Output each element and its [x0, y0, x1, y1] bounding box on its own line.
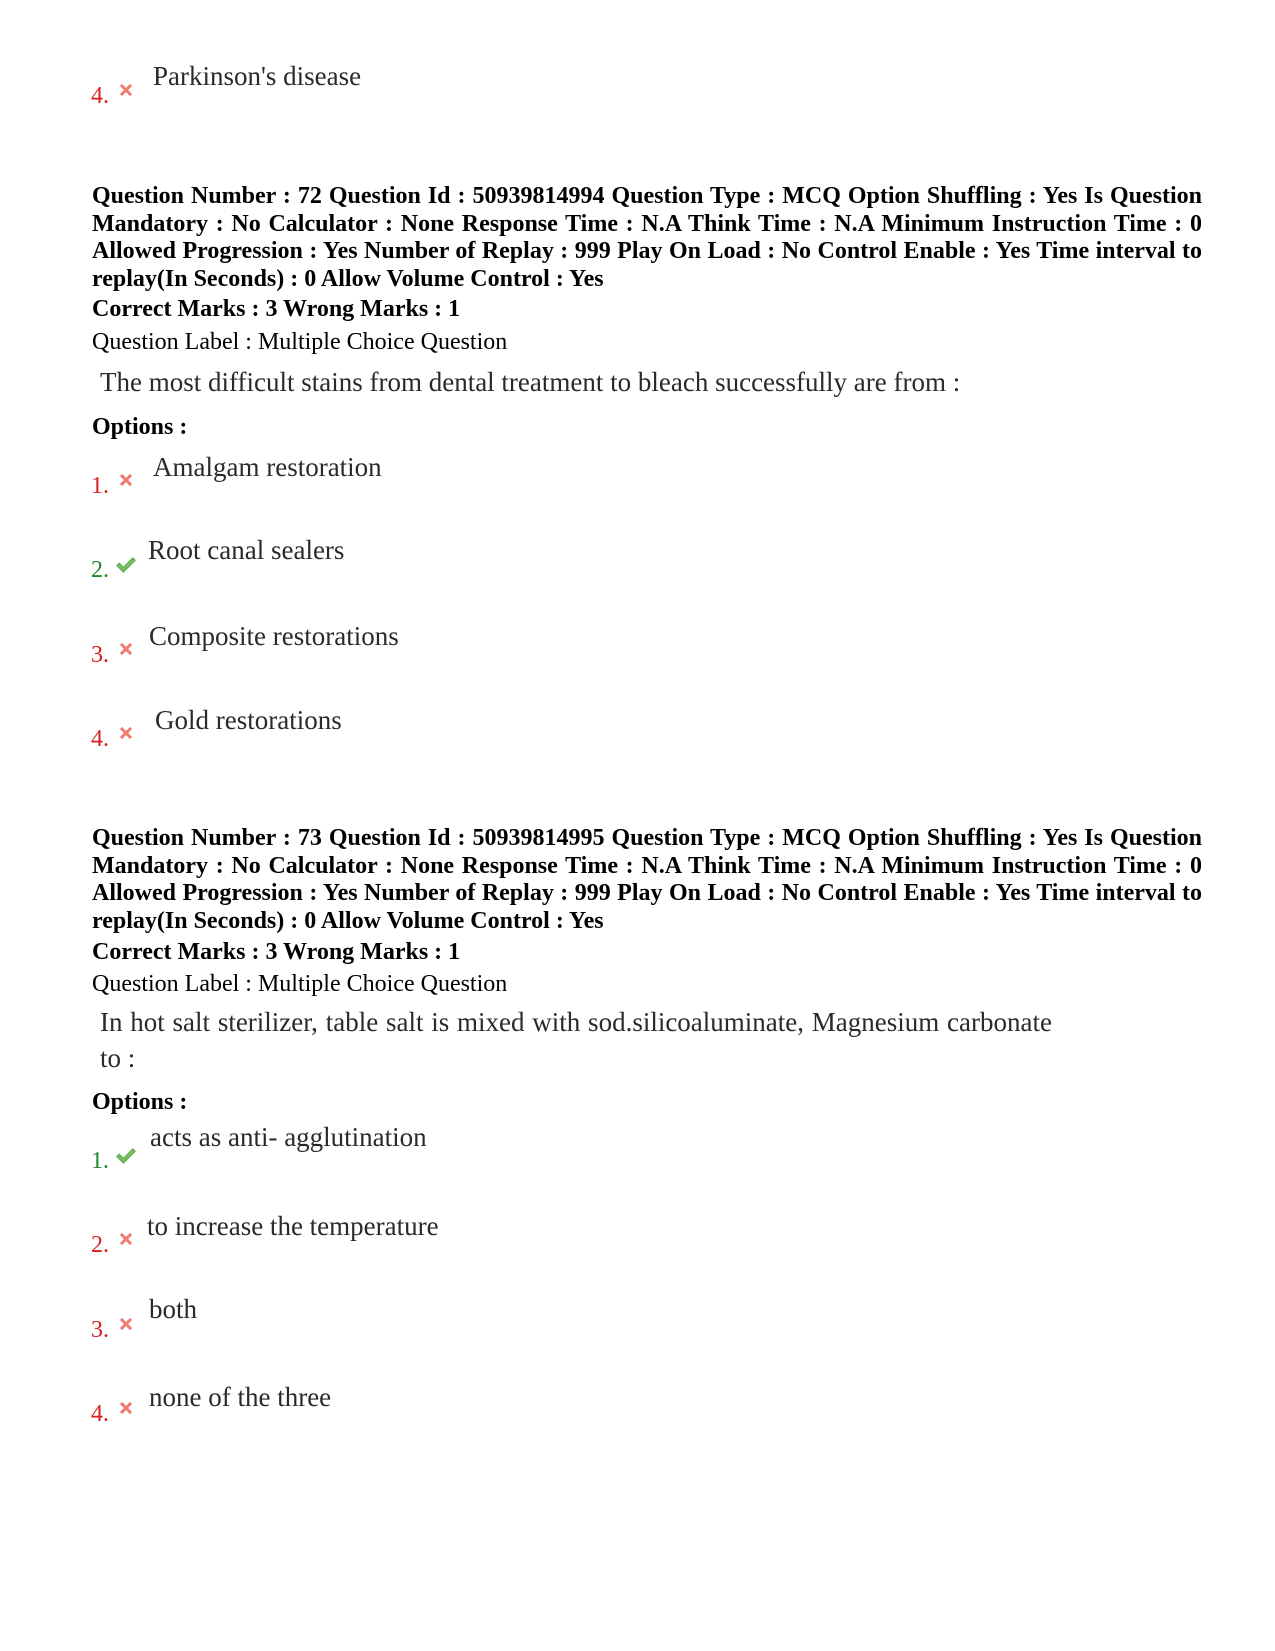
cross-icon	[117, 471, 135, 489]
check-icon	[115, 555, 137, 575]
cross-icon	[117, 640, 135, 658]
cross-icon	[117, 1399, 135, 1417]
question-73-meta: Question Number : 73 Question Id : 50939814995 Question Type : MCQ Option Shuffling : Yes Is Question Mandatory : No Calculator : None Response Time : N.A Think Time : N.A Minimum Instruction Time : 0 Allowed Progression : Yes Number of Replay : 999 Play On Load : No Control Enable : Yes Time interval to replay(In Seconds) : 0 Allow Volume Control : Yes	[92, 825, 1202, 934]
question-73-text: In hot salt sterilizer, table salt is mixed with sod.silicoaluminate, Magnesium carbonate to :	[100, 1007, 1052, 1073]
option-text: acts as anti- agglutination	[150, 1122, 427, 1152]
check-icon	[115, 1146, 137, 1166]
question-72-marks: Correct Marks : 3 Wrong Marks : 1	[92, 296, 461, 322]
question-73-label: Question Label : Multiple Choice Question	[92, 971, 508, 997]
option-text: to increase the temperature	[147, 1211, 439, 1241]
option-number: 3.	[91, 642, 109, 668]
option-text: Parkinson's disease	[153, 61, 362, 91]
option-text: Gold restorations	[155, 705, 342, 735]
cross-icon	[117, 81, 135, 99]
option-number: 4.	[91, 726, 109, 752]
option-text: Root canal sealers	[148, 535, 345, 565]
cross-icon	[117, 1315, 135, 1333]
option-text: both	[149, 1294, 198, 1324]
option-text: Composite restorations	[149, 621, 399, 651]
option-number: 3.	[91, 1317, 109, 1343]
question-73-marks: Correct Marks : 3 Wrong Marks : 1	[92, 939, 461, 965]
question-73-options-label: Options :	[92, 1089, 188, 1115]
question-72-meta: Question Number : 72 Question Id : 50939814994 Question Type : MCQ Option Shuffling : Yes Is Question Mandatory : No Calculator : None Response Time : N.A Think Time : N.A Minimum Instruction Time : 0 Allowed Progression : Yes Number of Replay : 999 Play On Load : No Control Enable : Yes Time interval to replay(In Seconds) : 0 Allow Volume Control : Yes	[92, 183, 1202, 292]
option-number: 2.	[91, 557, 109, 583]
option-text: none of the three	[149, 1382, 332, 1412]
question-72-text: The most difficult stains from dental treatment to bleach successfully are from :	[100, 367, 961, 397]
cross-icon	[117, 1230, 135, 1248]
option-number: 4.	[91, 83, 109, 109]
question-72-options-label: Options :	[92, 414, 188, 440]
option-number: 1.	[91, 473, 109, 499]
question-72-label: Question Label : Multiple Choice Question	[92, 329, 508, 355]
option-text: Amalgam restoration	[153, 452, 382, 482]
cross-icon	[117, 724, 135, 742]
option-number: 2.	[91, 1232, 109, 1258]
option-number: 1.	[91, 1148, 109, 1174]
option-number: 4.	[91, 1401, 109, 1427]
